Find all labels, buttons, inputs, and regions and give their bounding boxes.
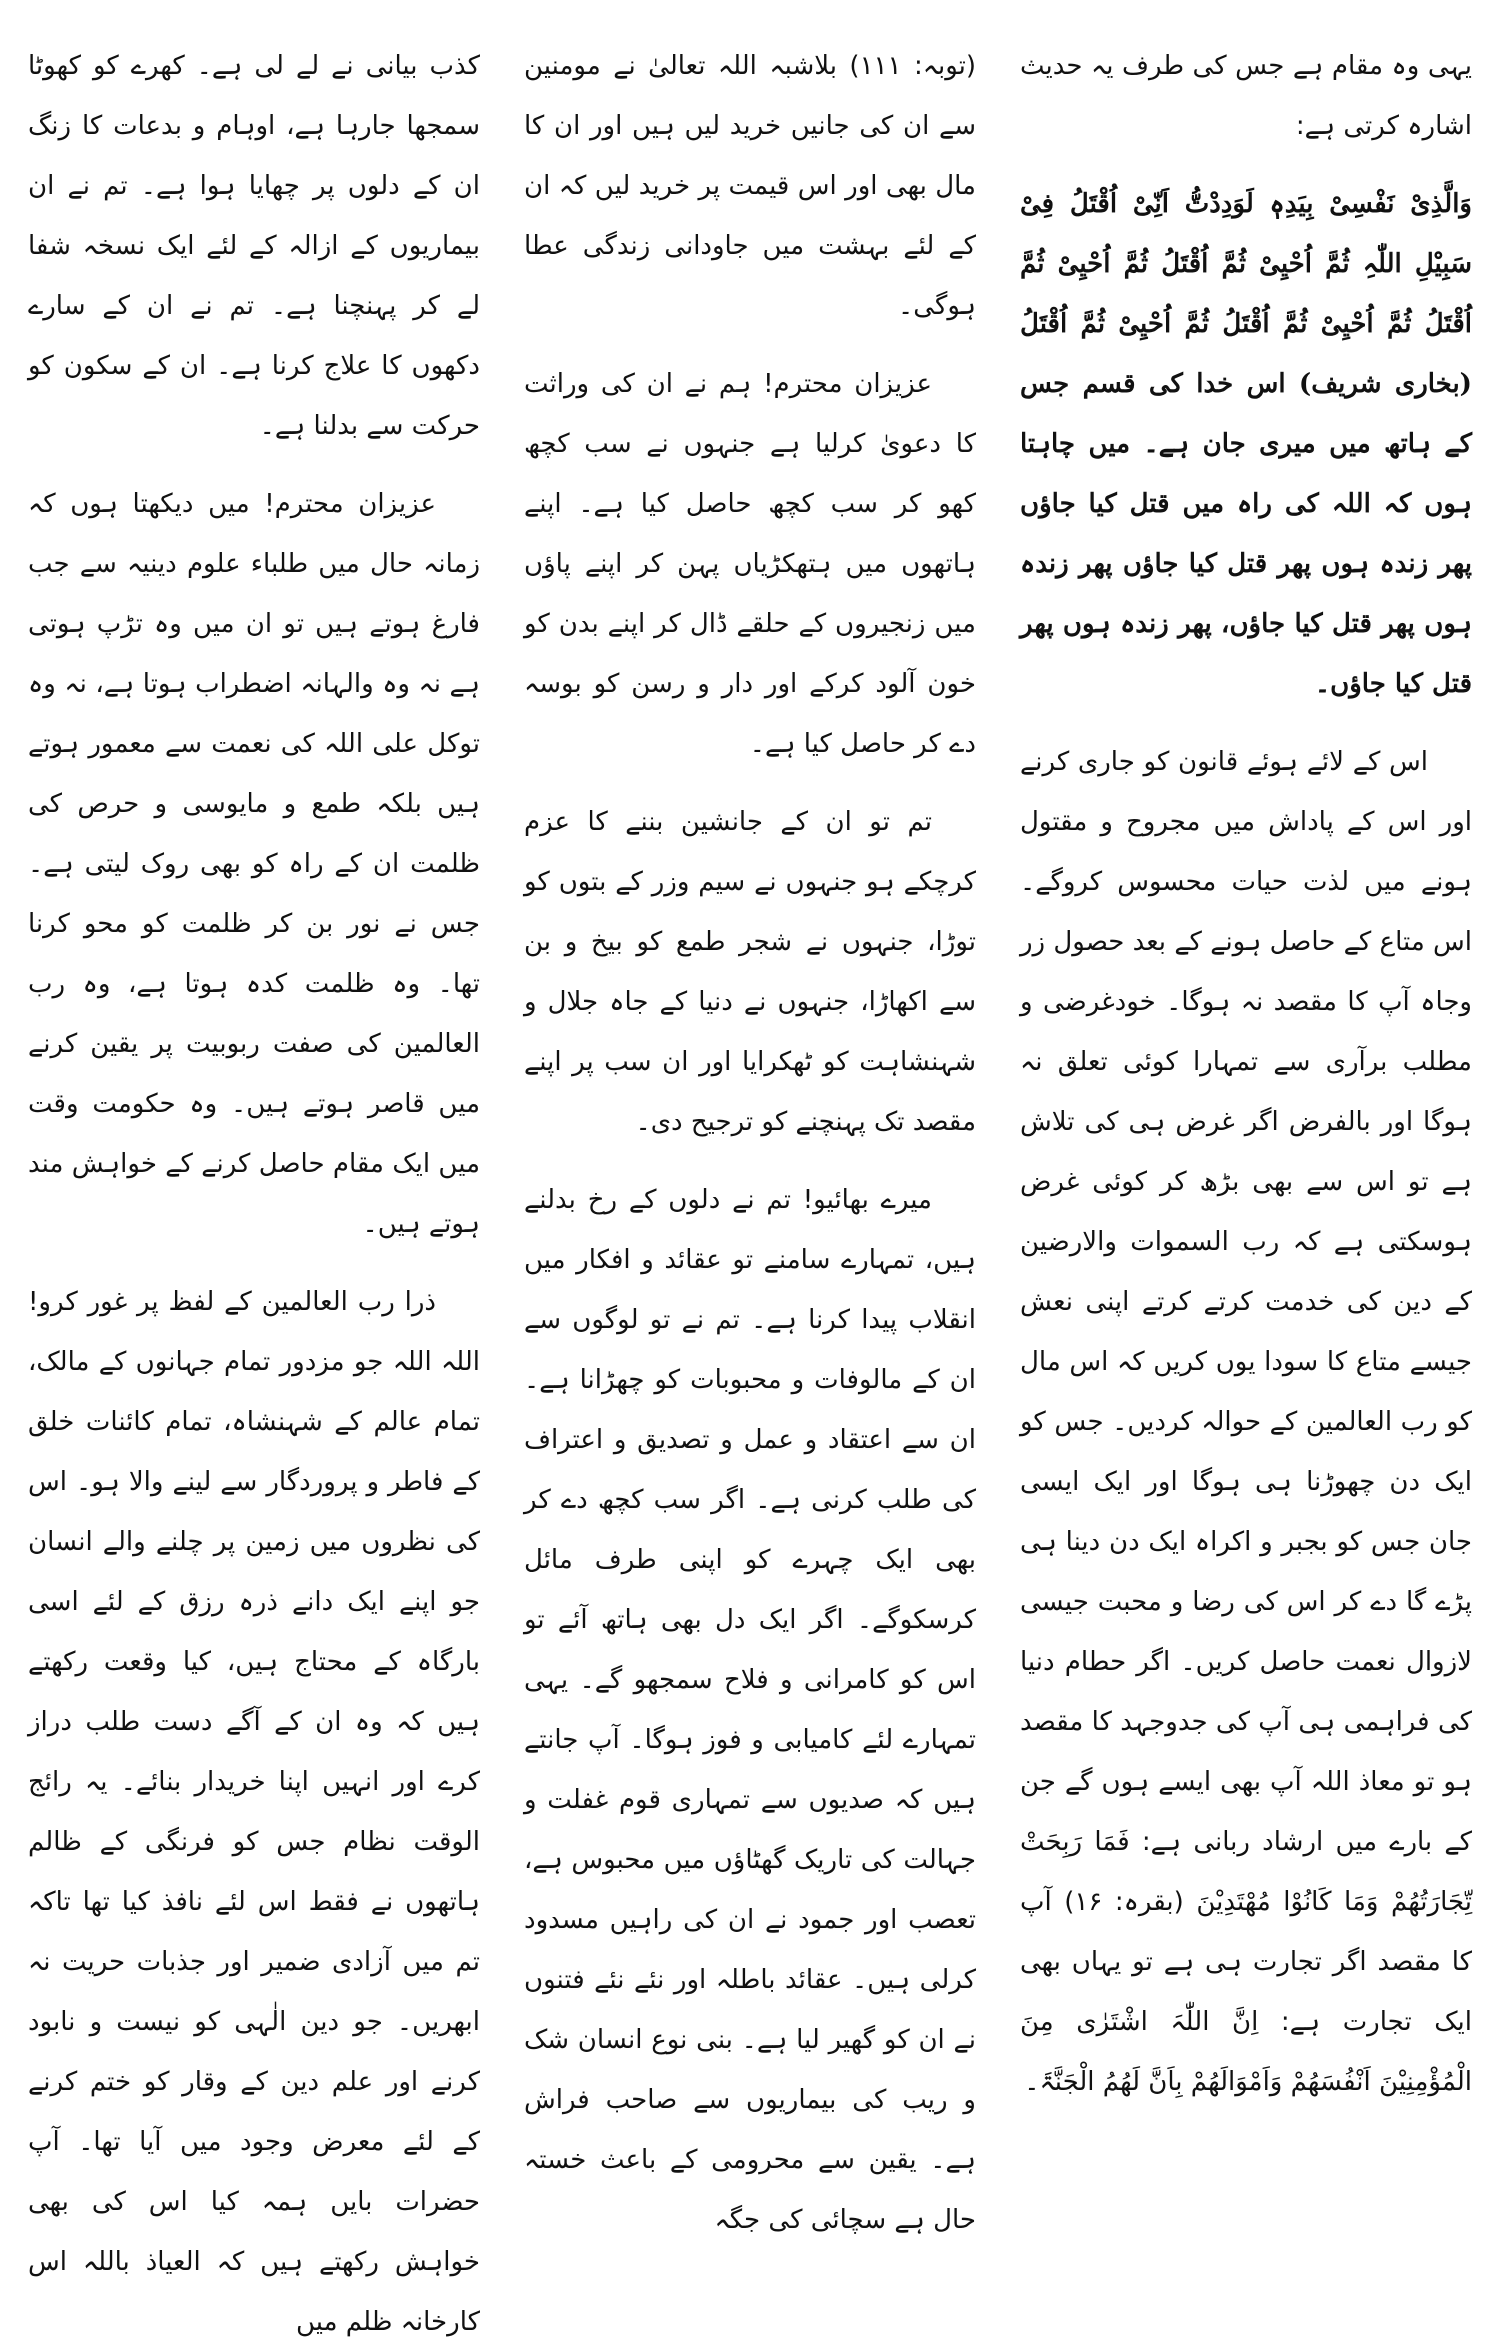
paragraph-tauba-verse: (توبہ: ۱۱۱) بلاشبہ اللہ تعالیٰ نے مومنین سے ان کی جانیں خرید لیں ہیں اور ان کا مال بھی اور اس قیمت پر خرید لیں کہ ان کے لئے بہشت میں جاودانی زندگی عطا ہوگی۔ — [524, 51, 977, 321]
paragraph-hadith-intro: یہی وہ مقام ہے جس کی طرف یہ حدیث اشارہ کرتی ہے: — [1020, 51, 1472, 141]
paragraph-hadith-text: وَالَّذِیْ نَفْسِیْ بِیَدِہٖ لَوَدِدْتُّ اَنِّیْ اُقْتَلُ فِیْ سَبِیْلِ اللّٰہِ ثُمَّ اُحْیِیْ ثُمَّ اُقْتَلُ ثُمَّ اُحْیِیْ ثُمَّ اُقْتَلُ ثُمَّ اُحْیِیْ ثُمَّ اُقْتَلُ ثُمَّ اُحْیِیْ ثُمَّ اُقْتَلُ (بخاری شریف) اس خدا کی قسم جس کے ہاتھ میں میری جان ہے۔ میں چاہتا ہوں کہ اللہ کی راہ میں قتل کیا جاؤں پھر زندہ ہوں پھر قتل کیا جاؤں پھر زندہ ہوں پھر قتل کیا جاؤں، پھر زندہ ہوں پھر قتل کیا جاؤں۔ — [1020, 189, 1472, 699]
paragraph-law-and-trade: اس کے لائے ہوئے قانون کو جاری کرنے اور اس کے پاداش میں مجروح و مقتول ہونے میں لذت حیات محسوس کروگے۔ اس متاع کے حاصل ہونے کے بعد حصول زر وجاہ آپ کا مقصد نہ ہوگا۔ خودغرضی و مطلب برآری سے تمہارا کوئی تعلق نہ ہوگا اور بالفرض اگر غرض ہی کی تلاش ہے تو اس سے بھی بڑھ کر کوئی غرض ہوسکتی ہے کہ رب السموات والارضین کے دین کی خدمت کرتے کرتے اپنی نعش جیسے متاع کا سودا یوں کریں کہ اس مال کو رب العالمین کے حوالہ کردیں۔ جس کو ایک دن چھوڑنا ہی ہوگا اور ایک ایسی جان جس کو بجبر و اکراہ ایک دن دینا ہی پڑے گا دے کر اس کی رضا و محبت جیسی لازوال نعمت حاصل کریں۔ اگر حطام دنیا کی فراہمی ہی آپ کی جدوجہد کا مقصد ہو تو معاذ اللہ آپ بھی ایسے ہوں گے جن کے بارے میں ارشاد ربانی ہے: فَمَا رَبِحَتْ تِّجَارَتُھُمْ وَمَا کَانُوْا مُھْتَدِیْنَ (بقرہ: ۱۶) آپ کا مقصد اگر تجارت ہی ہے تو یہاں بھی ایک تجارت ہے: اِنَّ اللّٰہَ اشْتَرٰی مِنَ الْمُؤْمِنِیْنَ اَنْفُسَھُمْ وَاَمْوَالَھُمْ بِاَنَّ لَھُمُ الْجَنَّۃَ۔ — [1020, 747, 1473, 2097]
paragraph-false-speech: کذب بیانی نے لے لی ہے۔ کھرے کو کھوٹا سمجھا جارہا ہے، اوہام و بدعات کا زنگ ان کے دلوں پر چھایا ہوا ہے۔ تم نے ان بیماریوں کے ازالہ کے لئے ایک نسخہ شفا لے کر پہنچنا ہے۔ تم نے ان کے سارے دکھوں کا علاج کرنا ہے۔ ان کے سکون کو حرکت سے بدلنا ہے۔ — [28, 51, 480, 441]
text-column-middle — [524, 36, 977, 2235]
paragraph-successors: تم تو ان کے جانشین بننے کا عزم کرچکے ہو جنہوں نے سیم وزر کے بتوں کو توڑا، جنہوں نے شجر طمع کو بیخ و بن سے اکھاڑا، جنہوں نے دنیا کے جاہ جلال و شہنشاہت کو ٹھکرایا اور ان سب پر اپنے مقصد تک پہنچنے کو ترجیح دی۔ — [524, 807, 976, 1137]
paragraph-students-observation: عزیزان محترم! میں دیکھتا ہوں کہ زمانہ حال میں طلباء علوم دینیہ سے جب فارغ ہوتے ہیں تو ان میں وہ تڑپ ہوتی ہے نہ وہ والہانہ اضطراب ہوتا ہے، نہ وہ توکل علی اللہ کی نعمت سے معمور ہوتے ہیں بلکہ طمع و مایوسی و حرص کی ظلمت ان کے راہ کو بھی روک لیتی ہے۔ جس نے نور بن کر ظلمت کو محو کرنا تھا۔ وہ ظلمت کدہ ہوتا ہے، وہ رب العالمین کی صفت ربوبیت پر یقین کرنے میں قاصر ہوتے ہیں۔ وہ حکومت وقت میں ایک مقام حاصل کرنے کے خواہش مند ہوتے ہیں۔ — [28, 489, 480, 1239]
text-column-left — [28, 36, 480, 2337]
text-column-right — [1020, 36, 1472, 2180]
paragraph-inheritance-claim: عزیزان محترم! ہم نے ان کی وراثت کا دعویٰ کرلیا ہے جنہوں نے سب کچھ کھو کر سب کچھ حاصل کیا ہے۔ اپنے ہاتھوں میں ہتھکڑیاں پہن کر اپنے پاؤں میں زنجیروں کے حلقے ڈال کر اپنے بدن کو خون آلود کرکے اور دار و رسن کو بوسہ دے کر حاصل کیا ہے۔ — [524, 369, 976, 759]
paragraph-brothers-appeal: میرے بھائیو! تم نے دلوں کے رخ بدلنے ہیں، تمہارے سامنے تو عقائد و افکار میں انقلاب پیدا کرنا ہے۔ تم نے تو لوگوں سے ان کے مالوفات و محبوبات کو چھڑانا ہے۔ ان سے اعتقاد و عمل و تصدیق و اعتراف کی طلب کرنی ہے۔ اگر سب کچھ دے کر بھی ایک چہرے کو اپنی طرف مائل کرسکوگے۔ اگر ایک دل بھی ہاتھ آئے تو اس کو کامرانی و فلاح سمجھو گے۔ یہی تمہارے لئے کامیابی و فوز ہوگا۔ آپ جانتے ہیں کہ صدیوں سے تمہاری قوم غفلت و جہالت کی تاریک گھٹاؤں میں محبوس ہے، تعصب اور جمود نے ان کی راہیں مسدود کرلی ہیں۔ عقائد باطلہ اور نئے نئے فتنوں نے ان کو گھیر لیا ہے۔ بنی نوع انسان شک و ریب کی بیماریوں سے صاحب فراش ہے۔ یقین سے محرومی کے باعث خستہ حال ہے سچائی کی جگہ — [524, 1185, 976, 2235]
paragraph-rabb-ul-alameen: ذرا رب العالمین کے لفظ پر غور کرو! اللہ اللہ جو مزدور تمام جہانوں کے مالک، تمام عالم کے شہنشاہ، تمام کائنات خلق کے فاطر و پروردگار سے لینے والا ہو۔ اس کی نظروں میں زمین پر چلنے والے انسان جو اپنے ایک دانے ذرہ رزق کے لئے اسی بارگاہ کے محتاج ہیں، کیا وقعت رکھتے ہیں کہ وہ ان کے آگے دست طلب دراز کرے اور انہیں اپنا خریدار بنائے۔ یہ رائج الوقت نظام جس کو فرنگی کے ظالم ہاتھوں نے فقط اس لئے نافذ کیا تھا تاکہ تم میں آزادی ضمیر اور جذبات حریت نہ ابھریں۔ جو دین الٰہی کو نیست و نابود کرنے اور علم دین کے وقار کو ختم کرنے کے لئے معرض وجود میں آیا تھا۔ آپ حضرات بایں ہمہ کیا اس کی بھی خواہش رکھتے ہیں کہ العیاذ باللہ اس کارخانہ ظلم میں — [28, 1287, 480, 2337]
